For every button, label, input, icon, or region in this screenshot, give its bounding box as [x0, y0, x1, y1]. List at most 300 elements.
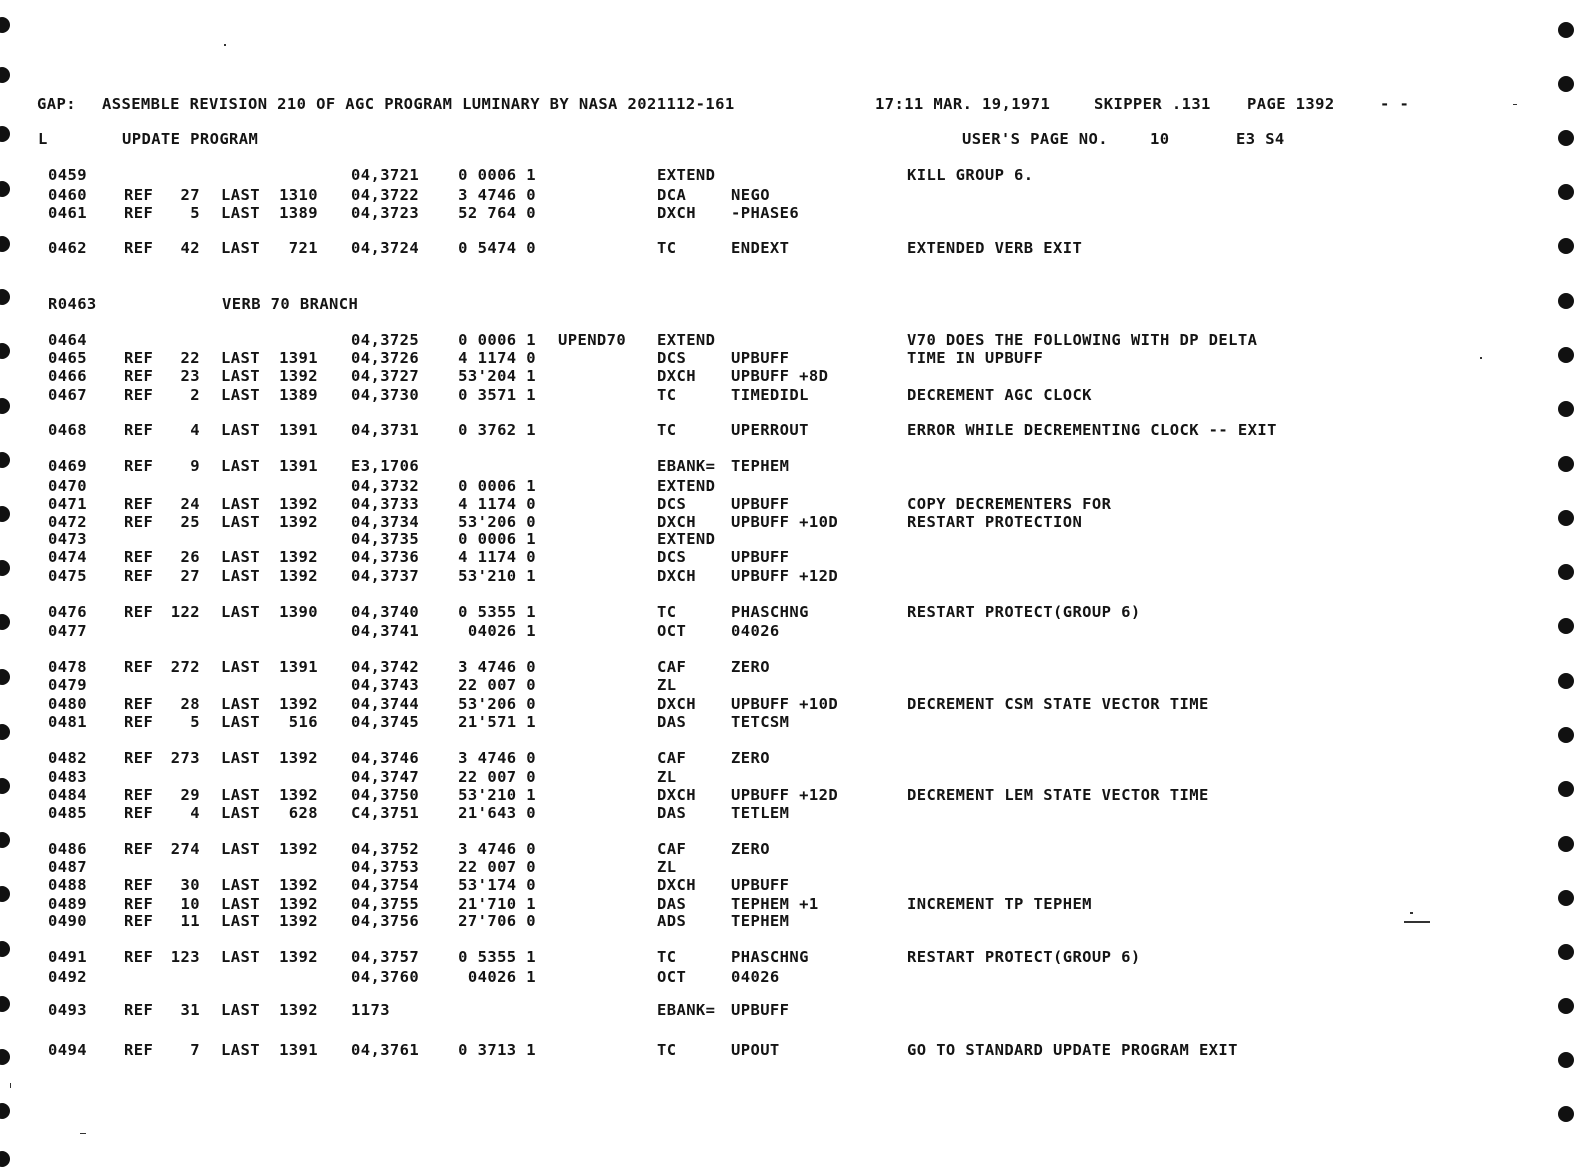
print-speck — [1480, 357, 1482, 359]
octal-code: 0 3762 1 — [458, 421, 536, 439]
opcode: OCT — [657, 968, 687, 986]
feed-hole — [0, 506, 10, 522]
feed-hole — [1558, 401, 1574, 417]
feed-hole — [0, 941, 10, 957]
opcode: CAF — [657, 658, 687, 676]
opcode: OCT — [657, 622, 687, 640]
address: 04,3734 — [351, 513, 420, 531]
last-label: LAST — [221, 567, 260, 585]
last-number: 1389 — [279, 386, 318, 404]
line-number: 0487 — [48, 858, 87, 876]
line-number: 0482 — [48, 749, 87, 767]
ref-label: REF — [124, 239, 154, 257]
last-label: LAST — [221, 876, 260, 894]
ref-number: 25 — [180, 513, 200, 531]
comment: COPY DECREMENTERS FOR — [907, 495, 1112, 513]
feed-hole — [0, 724, 10, 740]
print-speck — [1410, 912, 1413, 914]
octal-code: 53'206 0 — [458, 513, 536, 531]
address: 04,3730 — [351, 386, 420, 404]
address: 04,3724 — [351, 239, 420, 257]
opcode: EXTEND — [657, 331, 716, 349]
line-number: 0472 — [48, 513, 87, 531]
ref-number: 122 — [170, 603, 200, 621]
address: 04,3745 — [351, 713, 420, 731]
header-page: PAGE 1392 — [1247, 95, 1335, 113]
line-number: 0477 — [48, 622, 87, 640]
comment: GO TO STANDARD UPDATE PROGRAM EXIT — [907, 1041, 1238, 1059]
line-number: 0485 — [48, 804, 87, 822]
ref-label: REF — [124, 1001, 154, 1019]
last-number: 1392 — [279, 876, 318, 894]
operand: -PHASE6 — [731, 204, 800, 222]
operand: UPBUFF +8D — [731, 367, 829, 385]
ref-number: 9 — [190, 457, 200, 475]
line-number: 0479 — [48, 676, 87, 694]
line-number: 0478 — [48, 658, 87, 676]
feed-hole — [1558, 618, 1574, 634]
feed-hole — [0, 832, 10, 848]
ref-number: 272 — [170, 658, 200, 676]
print-speck — [224, 44, 226, 46]
last-number: 1392 — [279, 1001, 318, 1019]
octal-code: 22 007 0 — [458, 676, 536, 694]
comment: DECREMENT AGC CLOCK — [907, 386, 1092, 404]
octal-code: 0 5355 1 — [458, 948, 536, 966]
ref-label: REF — [124, 876, 154, 894]
last-label: LAST — [221, 495, 260, 513]
octal-code: 04026 1 — [467, 622, 536, 640]
line-number: 0469 — [48, 457, 87, 475]
feed-hole — [0, 996, 10, 1012]
octal-code: 0 5355 1 — [458, 603, 536, 621]
address: 1173 — [351, 1001, 390, 1019]
address: 04,3741 — [351, 622, 420, 640]
feed-hole — [0, 886, 10, 902]
ref-label: REF — [124, 603, 154, 621]
last-number: 516 — [288, 713, 318, 731]
feed-hole — [1558, 22, 1574, 38]
last-number: 1392 — [279, 912, 318, 930]
octal-code: 53'210 1 — [458, 567, 536, 585]
opcode: DXCH — [657, 513, 696, 531]
ref-number: 2 — [190, 386, 200, 404]
last-number: 1392 — [279, 367, 318, 385]
line-number: 0484 — [48, 786, 87, 804]
octal-code: 21'710 1 — [458, 895, 536, 913]
operand: UPBUFF — [731, 876, 790, 894]
operand: UPBUFF — [731, 1001, 790, 1019]
opcode: DXCH — [657, 567, 696, 585]
header-title: ASSEMBLE REVISION 210 OF AGC PROGRAM LUMINARY BY NASA 2021112-161 — [102, 95, 735, 113]
subheader-marker: L — [38, 130, 48, 148]
feed-hole — [0, 560, 10, 576]
ref-label: REF — [124, 840, 154, 858]
feed-hole — [0, 778, 10, 794]
feed-hole — [1558, 456, 1574, 472]
comment: ERROR WHILE DECREMENTING CLOCK -- EXIT — [907, 421, 1277, 439]
octal-code: 3 4746 0 — [458, 658, 536, 676]
operand: UPBUFF +10D — [731, 695, 839, 713]
ref-number: 30 — [180, 876, 200, 894]
ref-label: REF — [124, 457, 154, 475]
comment: DECREMENT LEM STATE VECTOR TIME — [907, 786, 1209, 804]
octal-code: 53'204 1 — [458, 367, 536, 385]
feed-hole — [0, 67, 10, 83]
last-number: 1310 — [279, 186, 318, 204]
address: 04,3747 — [351, 768, 420, 786]
address: 04,3736 — [351, 548, 420, 566]
ref-label: REF — [124, 386, 154, 404]
opcode: CAF — [657, 840, 687, 858]
last-number: 1392 — [279, 749, 318, 767]
address: 04,3756 — [351, 912, 420, 930]
opcode: EBANK= — [657, 457, 716, 475]
address: 04,3725 — [351, 331, 420, 349]
opcode: DAS — [657, 804, 687, 822]
feed-hole — [0, 452, 10, 468]
address: 04,3746 — [351, 749, 420, 767]
feed-hole — [0, 1049, 10, 1065]
ref-number: 4 — [190, 421, 200, 439]
operand: UPERROUT — [731, 421, 809, 439]
last-number: 1392 — [279, 695, 318, 713]
last-label: LAST — [221, 457, 260, 475]
octal-code: 4 1174 0 — [458, 548, 536, 566]
feed-hole — [0, 614, 10, 630]
symbol-label: UPEND70 — [558, 331, 627, 349]
octal-code: 22 007 0 — [458, 858, 536, 876]
octal-code: 0 5474 0 — [458, 239, 536, 257]
last-number: 721 — [288, 239, 318, 257]
line-number: 0465 — [48, 349, 87, 367]
ref-label: REF — [124, 567, 154, 585]
opcode: TC — [657, 1041, 677, 1059]
print-speck — [10, 1083, 11, 1088]
operand: PHASCHNG — [731, 603, 809, 621]
last-number: 1392 — [279, 895, 318, 913]
ref-number: 28 — [180, 695, 200, 713]
octal-code: 27'706 0 — [458, 912, 536, 930]
line-number: 0490 — [48, 912, 87, 930]
feed-hole — [1558, 293, 1574, 309]
line-number: 0471 — [48, 495, 87, 513]
operand: 04026 — [731, 622, 780, 640]
section-remark: VERB 70 BRANCH — [222, 295, 359, 313]
line-number: 0493 — [48, 1001, 87, 1019]
users-page-number: 10 — [1150, 130, 1170, 148]
opcode: ZL — [657, 858, 677, 876]
last-number: 1390 — [279, 603, 318, 621]
line-number: 0470 — [48, 477, 87, 495]
header-dash: - - — [1380, 95, 1410, 113]
ref-label: REF — [124, 548, 154, 566]
last-label: LAST — [221, 1041, 260, 1059]
line-number: 0489 — [48, 895, 87, 913]
opcode: CAF — [657, 749, 687, 767]
comment: KILL GROUP 6. — [907, 166, 1034, 184]
comment: RESTART PROTECT(GROUP 6) — [907, 948, 1141, 966]
line-number: 0481 — [48, 713, 87, 731]
line-number: 0492 — [48, 968, 87, 986]
address: 04,3740 — [351, 603, 420, 621]
octal-code: 0 0006 1 — [458, 331, 536, 349]
comment: INCREMENT TP TEPHEM — [907, 895, 1092, 913]
last-label: LAST — [221, 658, 260, 676]
ref-label: REF — [124, 367, 154, 385]
header-skipper: SKIPPER .131 — [1094, 95, 1211, 113]
last-label: LAST — [221, 204, 260, 222]
ref-label: REF — [124, 786, 154, 804]
opcode: DCS — [657, 349, 687, 367]
address: 04,3733 — [351, 495, 420, 513]
last-label: LAST — [221, 603, 260, 621]
opcode: TC — [657, 239, 677, 257]
opcode: DCA — [657, 186, 687, 204]
octal-code: 0 0006 1 — [458, 477, 536, 495]
last-number: 1392 — [279, 948, 318, 966]
feed-hole — [1558, 1106, 1574, 1122]
opcode: DXCH — [657, 695, 696, 713]
opcode: DCS — [657, 495, 687, 513]
ref-number: 274 — [170, 840, 200, 858]
page-header — [0, 95, 1410, 114]
line-number: R0463 — [48, 295, 97, 313]
opcode: TC — [657, 603, 677, 621]
feed-hole — [1558, 836, 1574, 852]
ref-label: REF — [124, 713, 154, 731]
operand: ENDEXT — [731, 239, 790, 257]
opcode: DXCH — [657, 204, 696, 222]
octal-code: 4 1174 0 — [458, 495, 536, 513]
header-timestamp: 17:11 MAR. 19,1971 — [875, 95, 1051, 113]
address: 04,3742 — [351, 658, 420, 676]
octal-code: 04026 1 — [467, 968, 536, 986]
ref-number: 11 — [180, 912, 200, 930]
ref-label: REF — [124, 912, 154, 930]
line-number: 0459 — [48, 166, 87, 184]
octal-code: 52 764 0 — [458, 204, 536, 222]
operand: UPBUFF — [731, 349, 790, 367]
last-number: 1391 — [279, 658, 318, 676]
address: 04,3754 — [351, 876, 420, 894]
feed-hole — [0, 398, 10, 414]
feed-hole — [1558, 76, 1574, 92]
opcode: TC — [657, 948, 677, 966]
address: E3,1706 — [351, 457, 420, 475]
ref-label: REF — [124, 1041, 154, 1059]
address: 04,3753 — [351, 858, 420, 876]
feed-hole — [0, 17, 10, 33]
ref-number: 26 — [180, 548, 200, 566]
opcode: DCS — [657, 548, 687, 566]
opcode: DXCH — [657, 367, 696, 385]
line-number: 0474 — [48, 548, 87, 566]
last-number: 1392 — [279, 495, 318, 513]
operand: TEPHEM +1 — [731, 895, 819, 913]
address: 04,3744 — [351, 695, 420, 713]
octal-code: 0 0006 1 — [458, 530, 536, 548]
feed-hole — [0, 669, 10, 685]
line-number: 0488 — [48, 876, 87, 894]
feed-hole — [1558, 184, 1574, 200]
feed-hole — [1558, 890, 1574, 906]
last-label: LAST — [221, 186, 260, 204]
octal-code: 0 0006 1 — [458, 166, 536, 184]
address: 04,3737 — [351, 567, 420, 585]
last-label: LAST — [221, 367, 260, 385]
last-number: 1392 — [279, 840, 318, 858]
last-number: 1389 — [279, 204, 318, 222]
last-number: 1391 — [279, 421, 318, 439]
feed-hole — [1558, 510, 1574, 526]
ref-number: 42 — [180, 239, 200, 257]
operand: UPBUFF +12D — [731, 567, 839, 585]
last-label: LAST — [221, 695, 260, 713]
comment: DECREMENT CSM STATE VECTOR TIME — [907, 695, 1209, 713]
operand: UPBUFF — [731, 495, 790, 513]
last-label: LAST — [221, 804, 260, 822]
last-number: 1391 — [279, 1041, 318, 1059]
ref-number: 31 — [180, 1001, 200, 1019]
line-number: 0464 — [48, 331, 87, 349]
line-number: 0486 — [48, 840, 87, 858]
last-label: LAST — [221, 786, 260, 804]
feed-hole — [0, 1151, 10, 1167]
opcode: ZL — [657, 676, 677, 694]
ref-number: 4 — [190, 804, 200, 822]
line-number: 0483 — [48, 768, 87, 786]
last-number: 1391 — [279, 349, 318, 367]
octal-code: 22 007 0 — [458, 768, 536, 786]
feed-hole — [1558, 347, 1574, 363]
ref-label: REF — [124, 204, 154, 222]
opcode: TC — [657, 421, 677, 439]
operand: ZERO — [731, 749, 770, 767]
header-prefix: GAP: — [37, 95, 76, 113]
line-number: 0494 — [48, 1041, 87, 1059]
address: 04,3752 — [351, 840, 420, 858]
operand: ZERO — [731, 840, 770, 858]
address: 04,3721 — [351, 166, 420, 184]
line-number: 0480 — [48, 695, 87, 713]
line-number: 0467 — [48, 386, 87, 404]
address: 04,3723 — [351, 204, 420, 222]
opcode: EXTEND — [657, 477, 716, 495]
ref-number: 27 — [180, 186, 200, 204]
ref-number: 273 — [170, 749, 200, 767]
operand: TEPHEM — [731, 457, 790, 475]
comment: EXTENDED VERB EXIT — [907, 239, 1083, 257]
print-speck — [80, 1133, 86, 1134]
address: 04,3755 — [351, 895, 420, 913]
ref-number: 29 — [180, 786, 200, 804]
last-label: LAST — [221, 895, 260, 913]
line-number: 0473 — [48, 530, 87, 548]
ref-label: REF — [124, 658, 154, 676]
opcode: ADS — [657, 912, 687, 930]
ref-number: 24 — [180, 495, 200, 513]
last-number: 1392 — [279, 513, 318, 531]
feed-hole — [1558, 238, 1574, 254]
section-code: E3 S4 — [1236, 130, 1285, 148]
last-number: 1392 — [279, 548, 318, 566]
ref-label: REF — [124, 695, 154, 713]
octal-code: 53'206 0 — [458, 695, 536, 713]
operand: UPBUFF +12D — [731, 786, 839, 804]
last-label: LAST — [221, 912, 260, 930]
address: 04,3757 — [351, 948, 420, 966]
ref-label: REF — [124, 749, 154, 767]
feed-hole — [1558, 673, 1574, 689]
operand: TIMEDIDL — [731, 386, 809, 404]
ref-label: REF — [124, 349, 154, 367]
address: 04,3735 — [351, 530, 420, 548]
last-label: LAST — [221, 713, 260, 731]
last-label: LAST — [221, 239, 260, 257]
last-label: LAST — [221, 1001, 260, 1019]
opcode: DAS — [657, 713, 687, 731]
opcode: DAS — [657, 895, 687, 913]
last-label: LAST — [221, 421, 260, 439]
address: 04,3743 — [351, 676, 420, 694]
line-number: 0461 — [48, 204, 87, 222]
octal-code: 3 4746 0 — [458, 840, 536, 858]
comment: RESTART PROTECTION — [907, 513, 1083, 531]
operand: TEPHEM — [731, 912, 790, 930]
comment: TIME IN UPBUFF — [907, 349, 1044, 367]
last-label: LAST — [221, 749, 260, 767]
octal-code: 3 4746 0 — [458, 749, 536, 767]
line-number: 0462 — [48, 239, 87, 257]
feed-hole — [1558, 781, 1574, 797]
last-label: LAST — [221, 349, 260, 367]
line-number: 0475 — [48, 567, 87, 585]
ref-number: 23 — [180, 367, 200, 385]
comment: V70 DOES THE FOLLOWING WITH DP DELTA — [907, 331, 1258, 349]
opcode: EXTEND — [657, 530, 716, 548]
ref-label: REF — [124, 513, 154, 531]
last-label: LAST — [221, 513, 260, 531]
users-page-label: USER'S PAGE NO. — [962, 130, 1108, 148]
address: 04,3727 — [351, 367, 420, 385]
address: 04,3761 — [351, 1041, 420, 1059]
print-speck — [1513, 104, 1517, 105]
last-label: LAST — [221, 948, 260, 966]
section-title: UPDATE PROGRAM — [122, 130, 259, 148]
opcode: DXCH — [657, 876, 696, 894]
feed-hole — [1558, 727, 1574, 743]
octal-code: 21'643 0 — [458, 804, 536, 822]
feed-hole — [1558, 1052, 1574, 1068]
ref-number: 27 — [180, 567, 200, 585]
opcode: EBANK= — [657, 1001, 716, 1019]
line-number: 0468 — [48, 421, 87, 439]
operand: 04026 — [731, 968, 780, 986]
octal-code: 53'174 0 — [458, 876, 536, 894]
feed-hole — [1558, 130, 1574, 146]
last-number: 1392 — [279, 786, 318, 804]
ref-label: REF — [124, 804, 154, 822]
last-number: 1392 — [279, 567, 318, 585]
address: 04,3750 — [351, 786, 420, 804]
operand: TETLEM — [731, 804, 790, 822]
ref-label: REF — [124, 186, 154, 204]
ref-number: 7 — [190, 1041, 200, 1059]
last-number: 1391 — [279, 457, 318, 475]
address: 04,3722 — [351, 186, 420, 204]
octal-code: 0 3713 1 — [458, 1041, 536, 1059]
